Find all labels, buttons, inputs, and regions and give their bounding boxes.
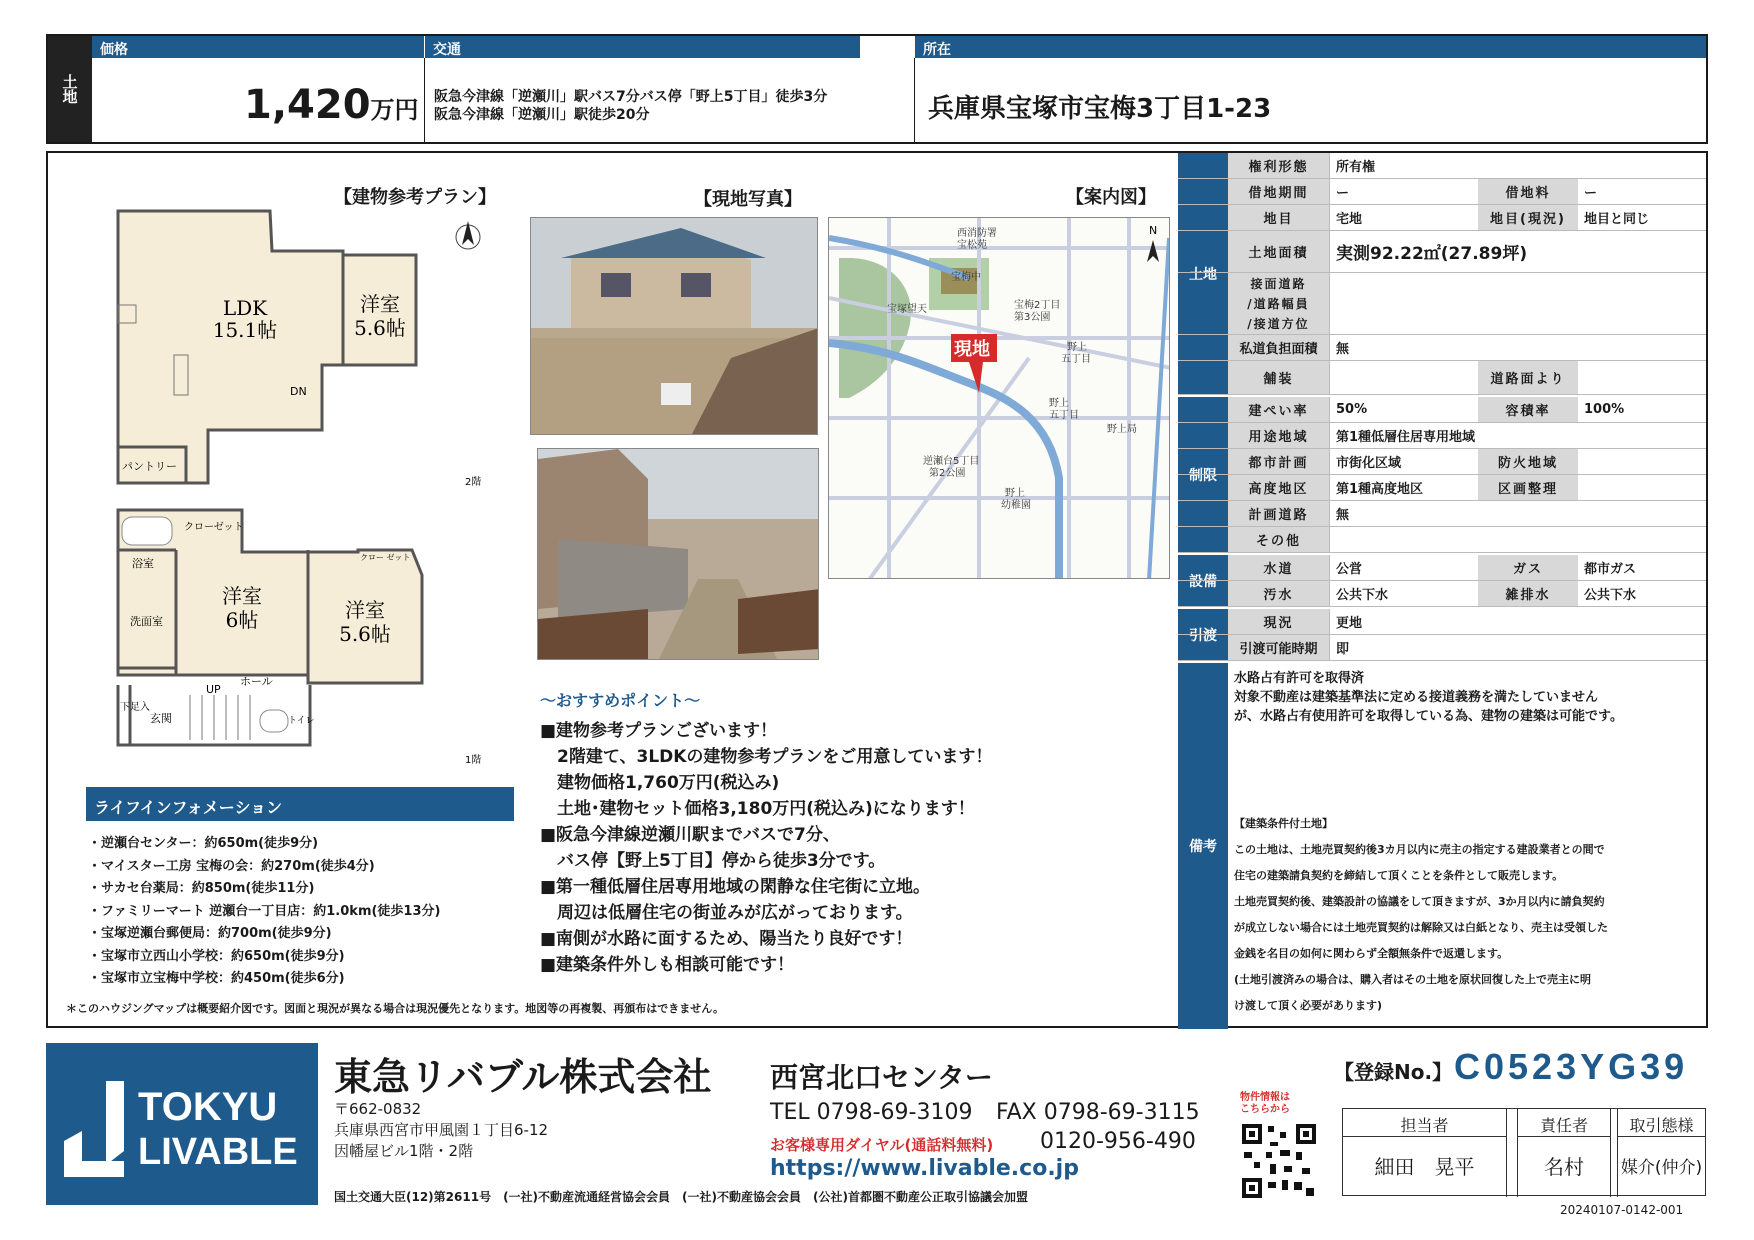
- traffic-line-2: 阪急今津線「逆瀬川」駅徒歩20分: [434, 107, 650, 123]
- guide-map: [828, 217, 1170, 579]
- zip: 〒662-0832: [334, 1100, 422, 1118]
- map-label-boten: 宝塚望天: [887, 304, 927, 315]
- map-label-shoshoen: 宝松苑: [957, 240, 987, 251]
- room-2f-label: 洋室: [360, 292, 400, 316]
- spec-row: 地目 宅地 地目(現況) 地目と同じ: [1178, 205, 1706, 231]
- map-label-post: 野上局: [1107, 424, 1137, 435]
- group-law: 制限: [1178, 397, 1228, 553]
- point-line: ■第一種低層住居専用地域の閑静な住宅街に立地。: [540, 877, 931, 897]
- fax: FAX 0798-69-3115: [996, 1100, 1200, 1125]
- qr-label: 物件情報は こちらから: [1240, 1092, 1290, 1115]
- map-title: 【案内図】: [1066, 187, 1156, 208]
- washroom-label: 洗面室: [130, 615, 163, 628]
- life-info-header: ライフインフォメーション: [86, 787, 514, 821]
- spec-row: 高度地区 第1種高度地区 区画整理: [1178, 475, 1706, 501]
- up-label: UP: [206, 683, 221, 696]
- center-name: 西宮北口センター: [770, 1061, 993, 1094]
- map-label-nogami1b: 五丁目: [1061, 354, 1091, 365]
- address-line-2: 因幡屋ビル1階・2階: [334, 1142, 474, 1160]
- map-label-nogami2b: 五丁目: [1049, 410, 1079, 421]
- company-name: 東急リバブル株式会社: [334, 1055, 712, 1099]
- spec-row: 私道負担面積 無: [1178, 335, 1706, 361]
- spec-row: 権利形態 所有権: [1178, 153, 1706, 179]
- ldk-label: LDK: [222, 296, 268, 320]
- address-header: 所在: [914, 36, 1706, 58]
- map-label-park3b: 第3公園: [1014, 312, 1051, 323]
- license-line: 国土交通大臣(12)第2611号 (一社)不動産流通経営協会会員 (一社)不動産協会会員 (公社)首都圏不動産公正取引協議会加盟: [334, 1190, 1028, 1204]
- logo-text-1: TOKYU: [138, 1085, 278, 1129]
- spec-row: 現況 更地: [1178, 609, 1706, 635]
- property-header-bar: [46, 34, 1708, 144]
- life-item: ・マイスター工房 宝梅の会：約270m(徒歩4分): [88, 859, 375, 874]
- points-header: ～おすすめポイント～: [540, 691, 701, 710]
- map-label-park3: 宝梅2丁目: [1014, 300, 1061, 311]
- reg-label: 【登録No.】: [1334, 1060, 1453, 1084]
- group-equip: 設備: [1178, 555, 1228, 607]
- point-line: ■建物参考プランございます！: [540, 721, 778, 741]
- dial-label: お客様専用ダイヤル(通話料無料): [770, 1136, 994, 1154]
- life-item: ・逆瀬台センター：約650m(徒歩9分): [88, 836, 319, 851]
- price-header: 価格: [92, 36, 468, 58]
- point-line: ■阪急今津線逆瀬川駅までバスで7分、: [540, 825, 840, 845]
- doc-code: 20240107-0142-001: [1560, 1203, 1684, 1217]
- group-note: 備考: [1178, 663, 1228, 1029]
- spec-row: 計画道路 無: [1178, 501, 1706, 527]
- point-line: 周辺は低層住宅の街並みが広がっております。: [540, 903, 913, 923]
- address-value: 兵庫県宝塚市宝梅3丁目1-23: [928, 94, 1272, 124]
- map-label-fire: 西消防署: [957, 228, 997, 239]
- shoes-label: 下足入: [120, 702, 150, 713]
- spec-row: 汚水 公共下水 雑排水 公共下水: [1178, 581, 1706, 607]
- qr-code-icon[interactable]: [1240, 1122, 1318, 1200]
- tel: TEL 0798-69-3109: [770, 1100, 973, 1125]
- deal-cell: 取引態様 媒介(仲介): [1617, 1109, 1705, 1197]
- group-land: 土地: [1178, 153, 1228, 395]
- logo-text-2: LIVABLE: [138, 1131, 298, 1173]
- company-logo: [46, 1043, 318, 1205]
- note-block-2: 【建築条件付土地】 この土地は、土地売買契約後3カ月以内に売主の指定する建設業者との間で 住宅の建築請負契約を締結して頂くことを条件として販売します。 土地売買契約後、建築設計の協議をして頂きますが、3か月以内に請負契約 が成立しない場合には土地売買契約は解除又は白紙となり、売主は受領した 金銭を名目の如何に関わらず全額無条件で返還します。 (土地引渡済みの場合は、購入者はその土地を原状回復した上で売主に明 け渡して頂く必要があります): [1234, 817, 1608, 1012]
- disclaimer: ＊このハウジングマップは概要紹介図です。図面と現況が異なる場合は現況優先となります。地図等の再複製、再頒布はできません。: [66, 1002, 724, 1015]
- bath-label: 浴室: [132, 557, 154, 570]
- point-line: 2階建て、3LDKの建物参考プランをご用意しています！: [540, 747, 993, 767]
- divider: [914, 58, 915, 142]
- hall-label: ホール: [240, 675, 273, 688]
- map-label-park2b: 第2公園: [929, 468, 966, 479]
- floor2-label: 2階: [465, 477, 482, 488]
- plan-title: 【建物参考プラン】: [334, 187, 496, 208]
- point-line: 建物価格1,760万円(税込み): [540, 773, 780, 793]
- map-label-nogami2: 野上: [1049, 398, 1069, 409]
- reg-number: C0523YG39: [1454, 1046, 1689, 1087]
- room-1f-b-label: 洋室: [345, 598, 385, 622]
- free-dial: 0120-956-490: [1040, 1129, 1196, 1154]
- site-marker: 現地: [954, 339, 990, 360]
- spec-row: 都市計画 市街化区域 防火地域: [1178, 449, 1706, 475]
- point-line: バス停【野上5丁目】停から徒歩3分です。: [540, 851, 886, 871]
- spec-row: 建ぺい率 50% 容積率 100%: [1178, 397, 1706, 423]
- life-item: ・宝塚市立宝梅中学校：約450m(徒歩6分): [88, 971, 345, 986]
- traffic-header: 交通: [424, 36, 860, 58]
- traffic-line-1: 阪急今津線「逆瀬川」駅バス7分バス停「野上5丁目」徒歩3分: [434, 89, 828, 105]
- price-value: 1,420万円: [244, 82, 419, 128]
- spec-row: その他: [1178, 527, 1706, 553]
- spec-row: 接面道路 /道路幅員 /接道方位: [1178, 273, 1706, 335]
- divider: [424, 58, 425, 142]
- entrance-label: 玄関: [150, 712, 172, 725]
- life-item: ・ファミリーマート 逆瀬台一丁目店：約1.0km(徒歩13分): [88, 904, 441, 919]
- group-handover: 引渡: [1178, 609, 1228, 661]
- map-north: N: [1149, 224, 1158, 237]
- closet-label: クローゼット: [184, 522, 244, 533]
- floor1-label: 1階: [465, 755, 482, 766]
- site-photo-2: [537, 448, 819, 660]
- point-line: ■南側が水路に面するため、陽当たり良好です！: [540, 929, 913, 949]
- room-1f-a-size: 6帖: [225, 608, 259, 632]
- website-link[interactable]: https://www.livable.co.jp: [770, 1156, 1079, 1181]
- spec-row: 土地面積 実測92.22㎡(27.89坪): [1178, 231, 1706, 273]
- map-label-kinder: 野上: [1005, 488, 1025, 499]
- map-label-park2: 逆瀬台5丁目: [923, 456, 980, 467]
- staff-table: [1342, 1108, 1706, 1196]
- spec-row: 借地期間 ー 借地料 ー: [1178, 179, 1706, 205]
- life-item: ・サカセ台薬局：約850m(徒歩11分): [88, 881, 315, 896]
- map-label-school: 宝梅中: [951, 272, 981, 283]
- room-1f-a-label: 洋室: [222, 584, 262, 608]
- resp-cell: 責任者 名村: [1517, 1109, 1611, 1197]
- photo-title: 【現地写真】: [694, 189, 802, 210]
- spec-row: 水道 公営 ガス 都市ガス: [1178, 555, 1706, 581]
- staff-cell: 担当者 細田 晃平: [1343, 1109, 1507, 1197]
- point-line: 土地･建物セット価格3,180万円(税込み)になります！: [540, 799, 975, 819]
- ldk-size: 15.1帖: [212, 318, 278, 342]
- room-1f-b-size: 5.6帖: [339, 622, 391, 646]
- spec-row: 用途地域 第1種低層住居専用地域: [1178, 423, 1706, 449]
- closet-small-label: クロー ゼット: [360, 553, 411, 562]
- note-block-1: 水路占有許可を取得済 対象不動産は建築基準法に定める接道義務を満たしていません が、水路占有使用許可を取得している為、建物の建築は可能です。: [1234, 671, 1623, 724]
- room-2f-size: 5.6帖: [354, 316, 406, 340]
- pantry-label: パントリー: [122, 460, 177, 473]
- life-item: ・宝塚市立西山小学校：約650m(徒歩9分): [88, 949, 345, 964]
- spec-row: 引渡可能時期 即: [1178, 635, 1706, 661]
- land-tag: 土地: [48, 36, 92, 142]
- map-label-nogami1: 野上: [1067, 342, 1087, 353]
- address-line-1: 兵庫県西宮市甲風園１丁目6-12: [334, 1121, 549, 1139]
- dn-label: DN: [290, 385, 307, 398]
- toilet-label: トイレ: [288, 716, 315, 726]
- site-photo-1: [530, 217, 818, 435]
- map-label-kinderb: 幼稚園: [1001, 500, 1031, 511]
- spec-row: 舗装 道路面より: [1178, 361, 1706, 395]
- floor-plan: [110, 205, 490, 780]
- life-item: ・宝塚逆瀬台郵便局：約700m(徒歩9分): [88, 926, 332, 941]
- point-line: ■建築条件外しも相談可能です！: [540, 955, 795, 975]
